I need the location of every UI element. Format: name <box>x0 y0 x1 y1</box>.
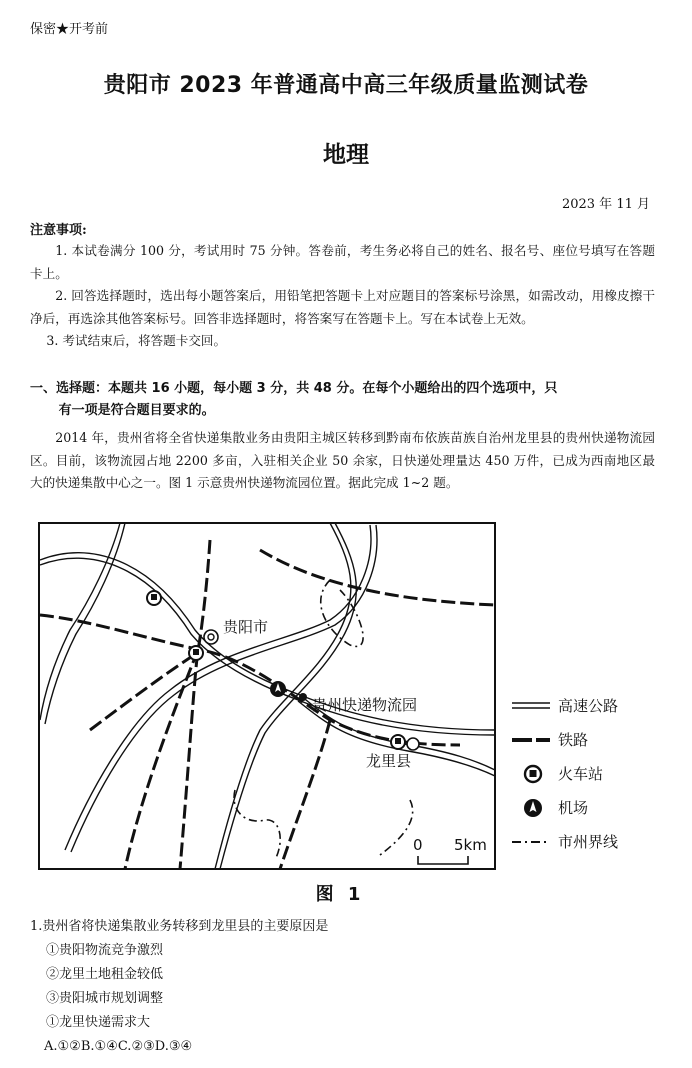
notice-heading: 注意事项: <box>30 223 87 238</box>
question-1 <box>30 915 328 1059</box>
answer-choices: A.①②B.①④C.②③D.③④ <box>44 1039 193 1054</box>
legend-item <box>512 763 672 787</box>
legend-label: 高速公路 <box>558 697 619 715</box>
question-option: ①贵阳物流竞争激烈 <box>46 943 164 958</box>
question-stem: 1.贵州省将快递集散业务转移到龙里县的主要原因是 <box>30 919 329 934</box>
scale-zero: 0 <box>413 836 423 854</box>
section-heading <box>30 378 655 422</box>
section-heading-line1: 一、选择题：本题共 16 小题，每小题 3 分，共 48 分。在每个小题给出的四个选项中，只 <box>30 381 558 396</box>
question-option: ①龙里快递需求大 <box>46 1015 151 1030</box>
location-map <box>30 520 502 876</box>
legend-label: 市州界线 <box>558 833 619 851</box>
train-station-icon <box>391 735 405 749</box>
boundary-line-icon <box>512 837 552 847</box>
legend-item <box>512 695 672 719</box>
confidential-mark: 保密★开考前 <box>30 22 109 37</box>
subject-title: 地理 <box>323 142 369 168</box>
railway-icon <box>512 735 552 745</box>
notice-list <box>30 240 655 353</box>
airport-icon <box>522 797 544 819</box>
longli-county-marker <box>407 738 419 750</box>
airport-icon <box>270 681 286 697</box>
train-station-icon <box>147 591 161 605</box>
scale-distance: 5km <box>454 836 487 854</box>
question-option: ②龙里土地租金较低 <box>46 967 164 982</box>
map-label-longli: 龙里县 <box>366 752 412 770</box>
legend-label: 铁路 <box>558 731 589 749</box>
highway-icon <box>512 701 552 711</box>
map-label-logistics-park: 贵州快递物流园 <box>312 696 418 714</box>
legend-label: 火车站 <box>558 765 604 783</box>
guiyang-city-marker <box>204 630 218 644</box>
legend-item <box>512 797 672 821</box>
map-label-guiyang: 贵阳市 <box>223 618 269 636</box>
legend-item <box>512 729 672 753</box>
logistics-park-marker <box>299 693 307 701</box>
notice-item: 1. 本试卷满分 100 分，考试用时 75 分钟。答卷前，考生务必将自己的姓名、报名号、座位号填写在答题卡上。 <box>30 243 655 281</box>
exam-date: 2023 年 11 月 <box>561 197 650 212</box>
exam-title: 贵阳市 2023 年普通高中高三年级质量监测试卷 <box>103 73 589 98</box>
passage-text: 2014 年，贵州省将全省快递集散业务由贵阳主城区转移到黔南布依族苗族自治州龙里县的贵州快递物流园区。目前，该物流园占地 2200 多亩，入驻相关企业 50 余家，日快递处理量达 450 万件，已成为西南地区最大的快递集散中心之一。图 1 示意贵州快递物流园位置。据此完成 1~2 题。 <box>30 430 655 491</box>
train-station-icon <box>522 763 544 785</box>
notice-item: 2. 回答选择题时，选出每小题答案后，用铅笔把答题卡上对应题目的答案标号涂黑，如需改动，用橡皮擦干净后，再选涂其他答案标号。回答非选择题时，将答案写在答题卡上。写在本试卷上无效。 <box>30 288 655 326</box>
reading-passage <box>30 427 655 495</box>
question-option: ③贵阳城市规划调整 <box>46 991 164 1006</box>
train-station-icon <box>189 646 203 660</box>
legend-label: 机场 <box>558 799 589 817</box>
section-heading-line2: 有一项是符合题目要求的。 <box>58 403 215 418</box>
notice-item: 3. 考试结束后，将答题卡交回。 <box>46 333 227 349</box>
figure-caption: 图 1 <box>315 884 365 905</box>
legend-item <box>512 831 672 855</box>
